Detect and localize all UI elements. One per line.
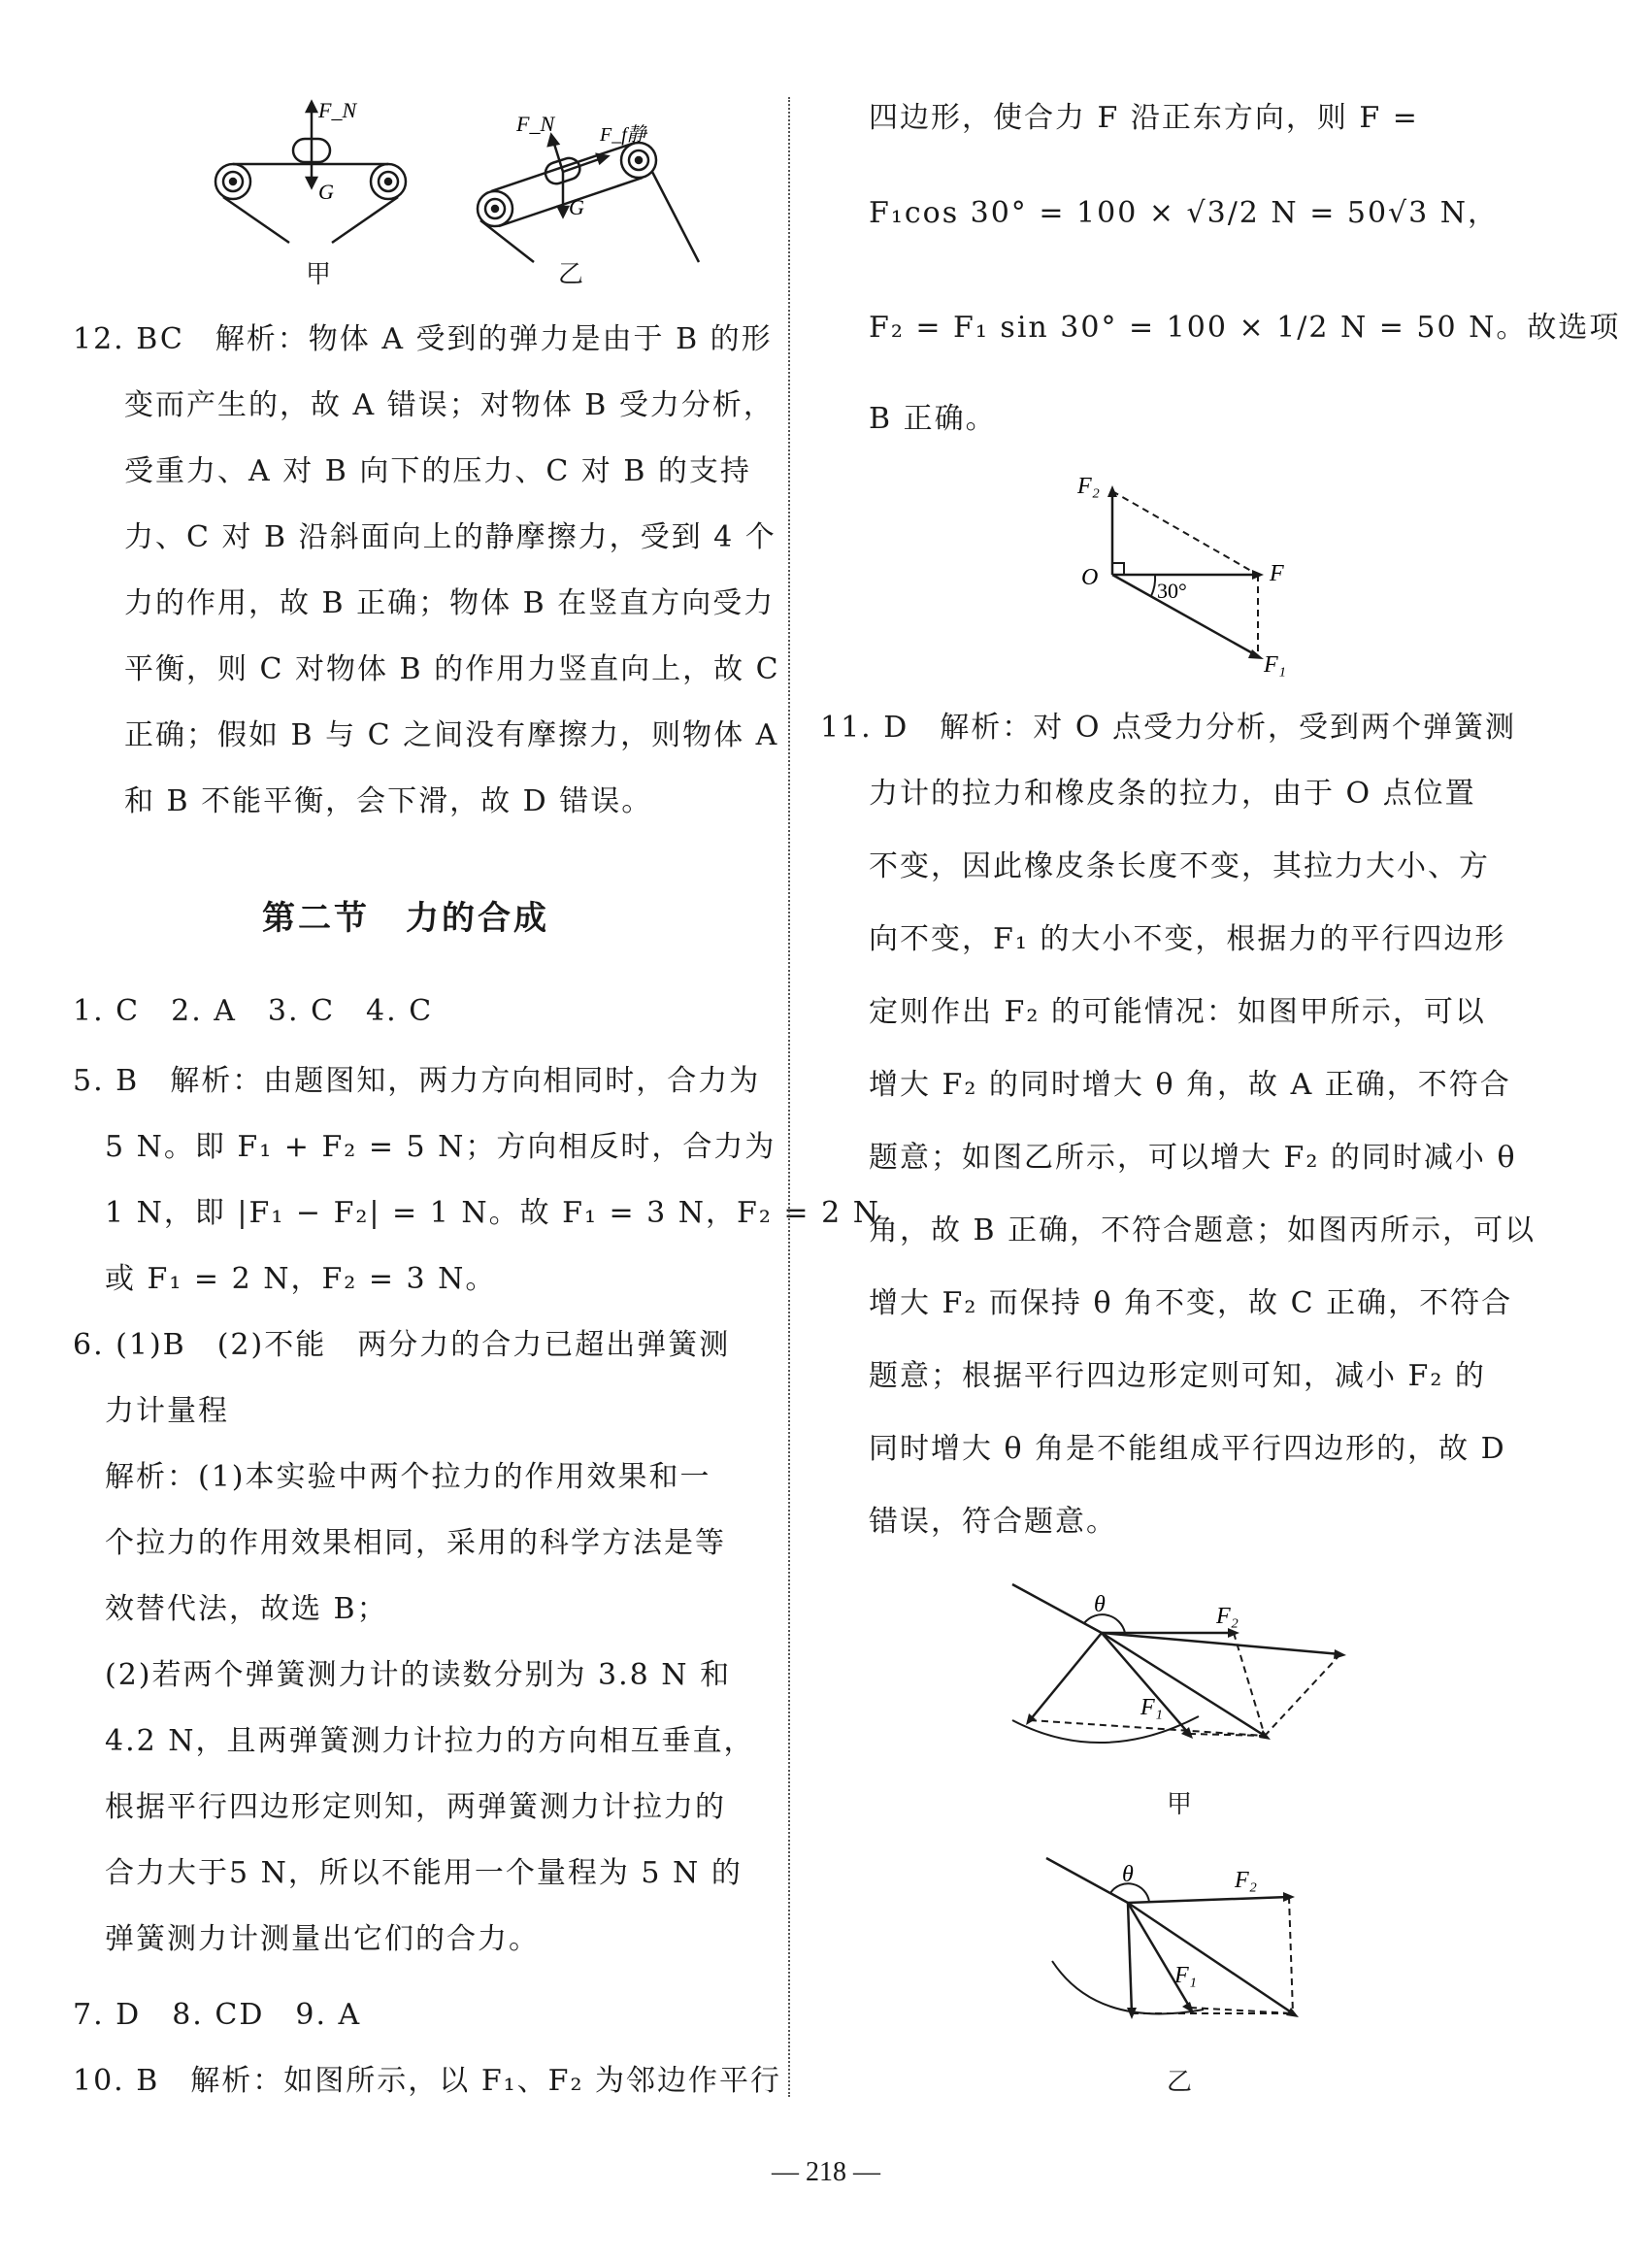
label-theta-jia: θ [1094, 1592, 1106, 1617]
label-g-b: G [569, 195, 584, 219]
q11-line: 不变，因此橡皮条长度不变，其拉力大小、方 [869, 849, 1490, 883]
q11-line: 增大 F₂ 而保持 θ 角不变，故 C 正确，不符合 [869, 1286, 1513, 1320]
q12-line: 变而产生的，故 A 错误；对物体 B 受力分析， [124, 388, 775, 422]
q12-line: 和 B 不能平衡，会下滑，故 D 错误。 [124, 784, 653, 818]
q11-line: 同时增大 θ 角是不能组成平行四边形的，故 D [869, 1432, 1506, 1466]
figure-q10 [1068, 466, 1320, 680]
q12-line: 12. BC 解析：物体 A 受到的弹力是由于 B 的形 [73, 322, 773, 356]
caption-yi: 乙 [558, 260, 584, 289]
label-f2-yi: F₂ [1235, 1868, 1258, 1893]
q6-line: 合力大于5 N，所以不能用一个量程为 5 N 的 [105, 1856, 743, 1890]
figure-q11-yi [1039, 1845, 1330, 2039]
q6-line: 解析：(1)本实验中两个拉力的作用效果和一 [105, 1460, 711, 1494]
caption-q11-yi: 乙 [1167, 2068, 1193, 2097]
label-30deg: 30° [1157, 579, 1187, 603]
conveyor-b [478, 135, 699, 262]
q6-line: 根据平行四边形定则知，两弹簧测力计拉力的 [105, 1790, 726, 1824]
q12-line: 平衡，则 C 对物体 B 的作用力竖直向上，故 C [124, 652, 780, 686]
q11-line: 增大 F₂ 的同时增大 θ 角，故 A 正确，不符合 [869, 1068, 1511, 1102]
q10-start: 10. B 解析：如图所示，以 F₁、F₂ 为邻边作平行 [73, 2064, 782, 2098]
label-f: F [1270, 561, 1284, 586]
q11-line: 错误，符合题意。 [869, 1505, 1117, 1539]
q6-line: 效替代法，故选 B； [105, 1592, 388, 1626]
q11-line: 题意；根据平行四边形定则可知，减小 F₂ 的 [869, 1359, 1486, 1393]
q6-line: 弹簧测力计测量出它们的合力。 [105, 1922, 540, 1956]
q6-line: (2)若两个弹簧测力计的读数分别为 3.8 N 和 [105, 1658, 732, 1692]
column-divider [788, 97, 790, 2097]
caption-q11-jia: 甲 [1167, 1790, 1193, 1819]
q6-line: 个拉力的作用效果相同，采用的科学方法是等 [105, 1526, 726, 1560]
conveyor-a [215, 102, 406, 243]
q6-line: 力计量程 [105, 1394, 229, 1428]
q10-line: B 正确。 [869, 402, 997, 436]
page-number: — 218 — [772, 2157, 880, 2187]
q11-line: 定则作出 F₂ 的可能情况：如图甲所示，可以 [869, 995, 1486, 1029]
q5-line: 1 N，即 |F₁ − F₂| = 1 N。故 F₁ = 3 N，F₂ = 2 N [105, 1196, 880, 1230]
q10-line: F₁cos 30° = 100 × √3/2 N = 50√3 N， [869, 196, 1500, 230]
label-fn-b: F_N [516, 112, 555, 136]
q10-line: F₂ = F₁ sin 30° = 100 × 1/2 N = 50 N。故选项 [869, 311, 1621, 345]
answers-7-9: 7. D 8. CD 9. A [73, 1998, 362, 2032]
label-f1-yi: F₁ [1174, 1963, 1198, 1988]
label-ff-b: F_f静 [600, 124, 646, 146]
q11-line: 11. D 解析：对 O 点受力分析，受到两个弹簧测 [820, 711, 1516, 745]
label-f1: F₁ [1264, 652, 1287, 678]
label-g-a: G [318, 180, 334, 204]
q11-line: 角，故 B 正确，不符合题意；如图丙所示，可以 [869, 1213, 1536, 1247]
figure-q11-jia [1005, 1573, 1354, 1767]
q12-line: 正确；假如 B 与 C 之间没有摩擦力，则物体 A [124, 718, 779, 752]
q12-line: 力、C 对 B 沿斜面向上的静摩擦力，受到 4 个 [124, 520, 776, 554]
q12-line: 受重力、A 对 B 向下的压力、C 对 B 的支持 [124, 454, 751, 488]
q6-line: 4.2 N，且两弹簧测力计拉力的方向相互垂直， [105, 1724, 755, 1758]
q11-line: 力计的拉力和橡皮条的拉力，由于 O 点位置 [869, 777, 1476, 811]
label-f2-jia: F₂ [1216, 1604, 1239, 1629]
section-title: 第二节 力的合成 [262, 900, 549, 937]
conveyor-figure [204, 92, 709, 296]
q5-line: 5. B 解析：由题图知，两力方向相同时，合力为 [73, 1064, 761, 1098]
q5-line: 或 F₁ = 2 N，F₂ = 3 N。 [105, 1262, 497, 1296]
q11-line: 向不变，F₁ 的大小不变，根据力的平行四边形 [869, 922, 1506, 956]
caption-jia: 甲 [306, 260, 332, 289]
label-theta-yi: θ [1122, 1862, 1134, 1887]
q11-line: 题意；如图乙所示，可以增大 F₂ 的同时减小 θ [869, 1141, 1517, 1175]
label-f2: F₂ [1077, 474, 1101, 499]
q12-line: 力的作用，故 B 正确；物体 B 在竖直方向受力 [124, 586, 776, 620]
label-fn-a: F_N [318, 98, 357, 122]
q6-line: 6. (1)B (2)不能 两分力的合力已超出弹簧测 [73, 1328, 731, 1362]
q5-line: 5 N。即 F₁ + F₂ = 5 N；方向相反时，合力为 [105, 1130, 776, 1164]
answers-1-4: 1. C 2. A 3. C 4. C [73, 994, 434, 1028]
q10-line: 四边形，使合力 F 沿正东方向，则 F = [869, 101, 1419, 135]
label-f1-jia: F₁ [1140, 1695, 1164, 1720]
label-o: O [1081, 565, 1099, 590]
